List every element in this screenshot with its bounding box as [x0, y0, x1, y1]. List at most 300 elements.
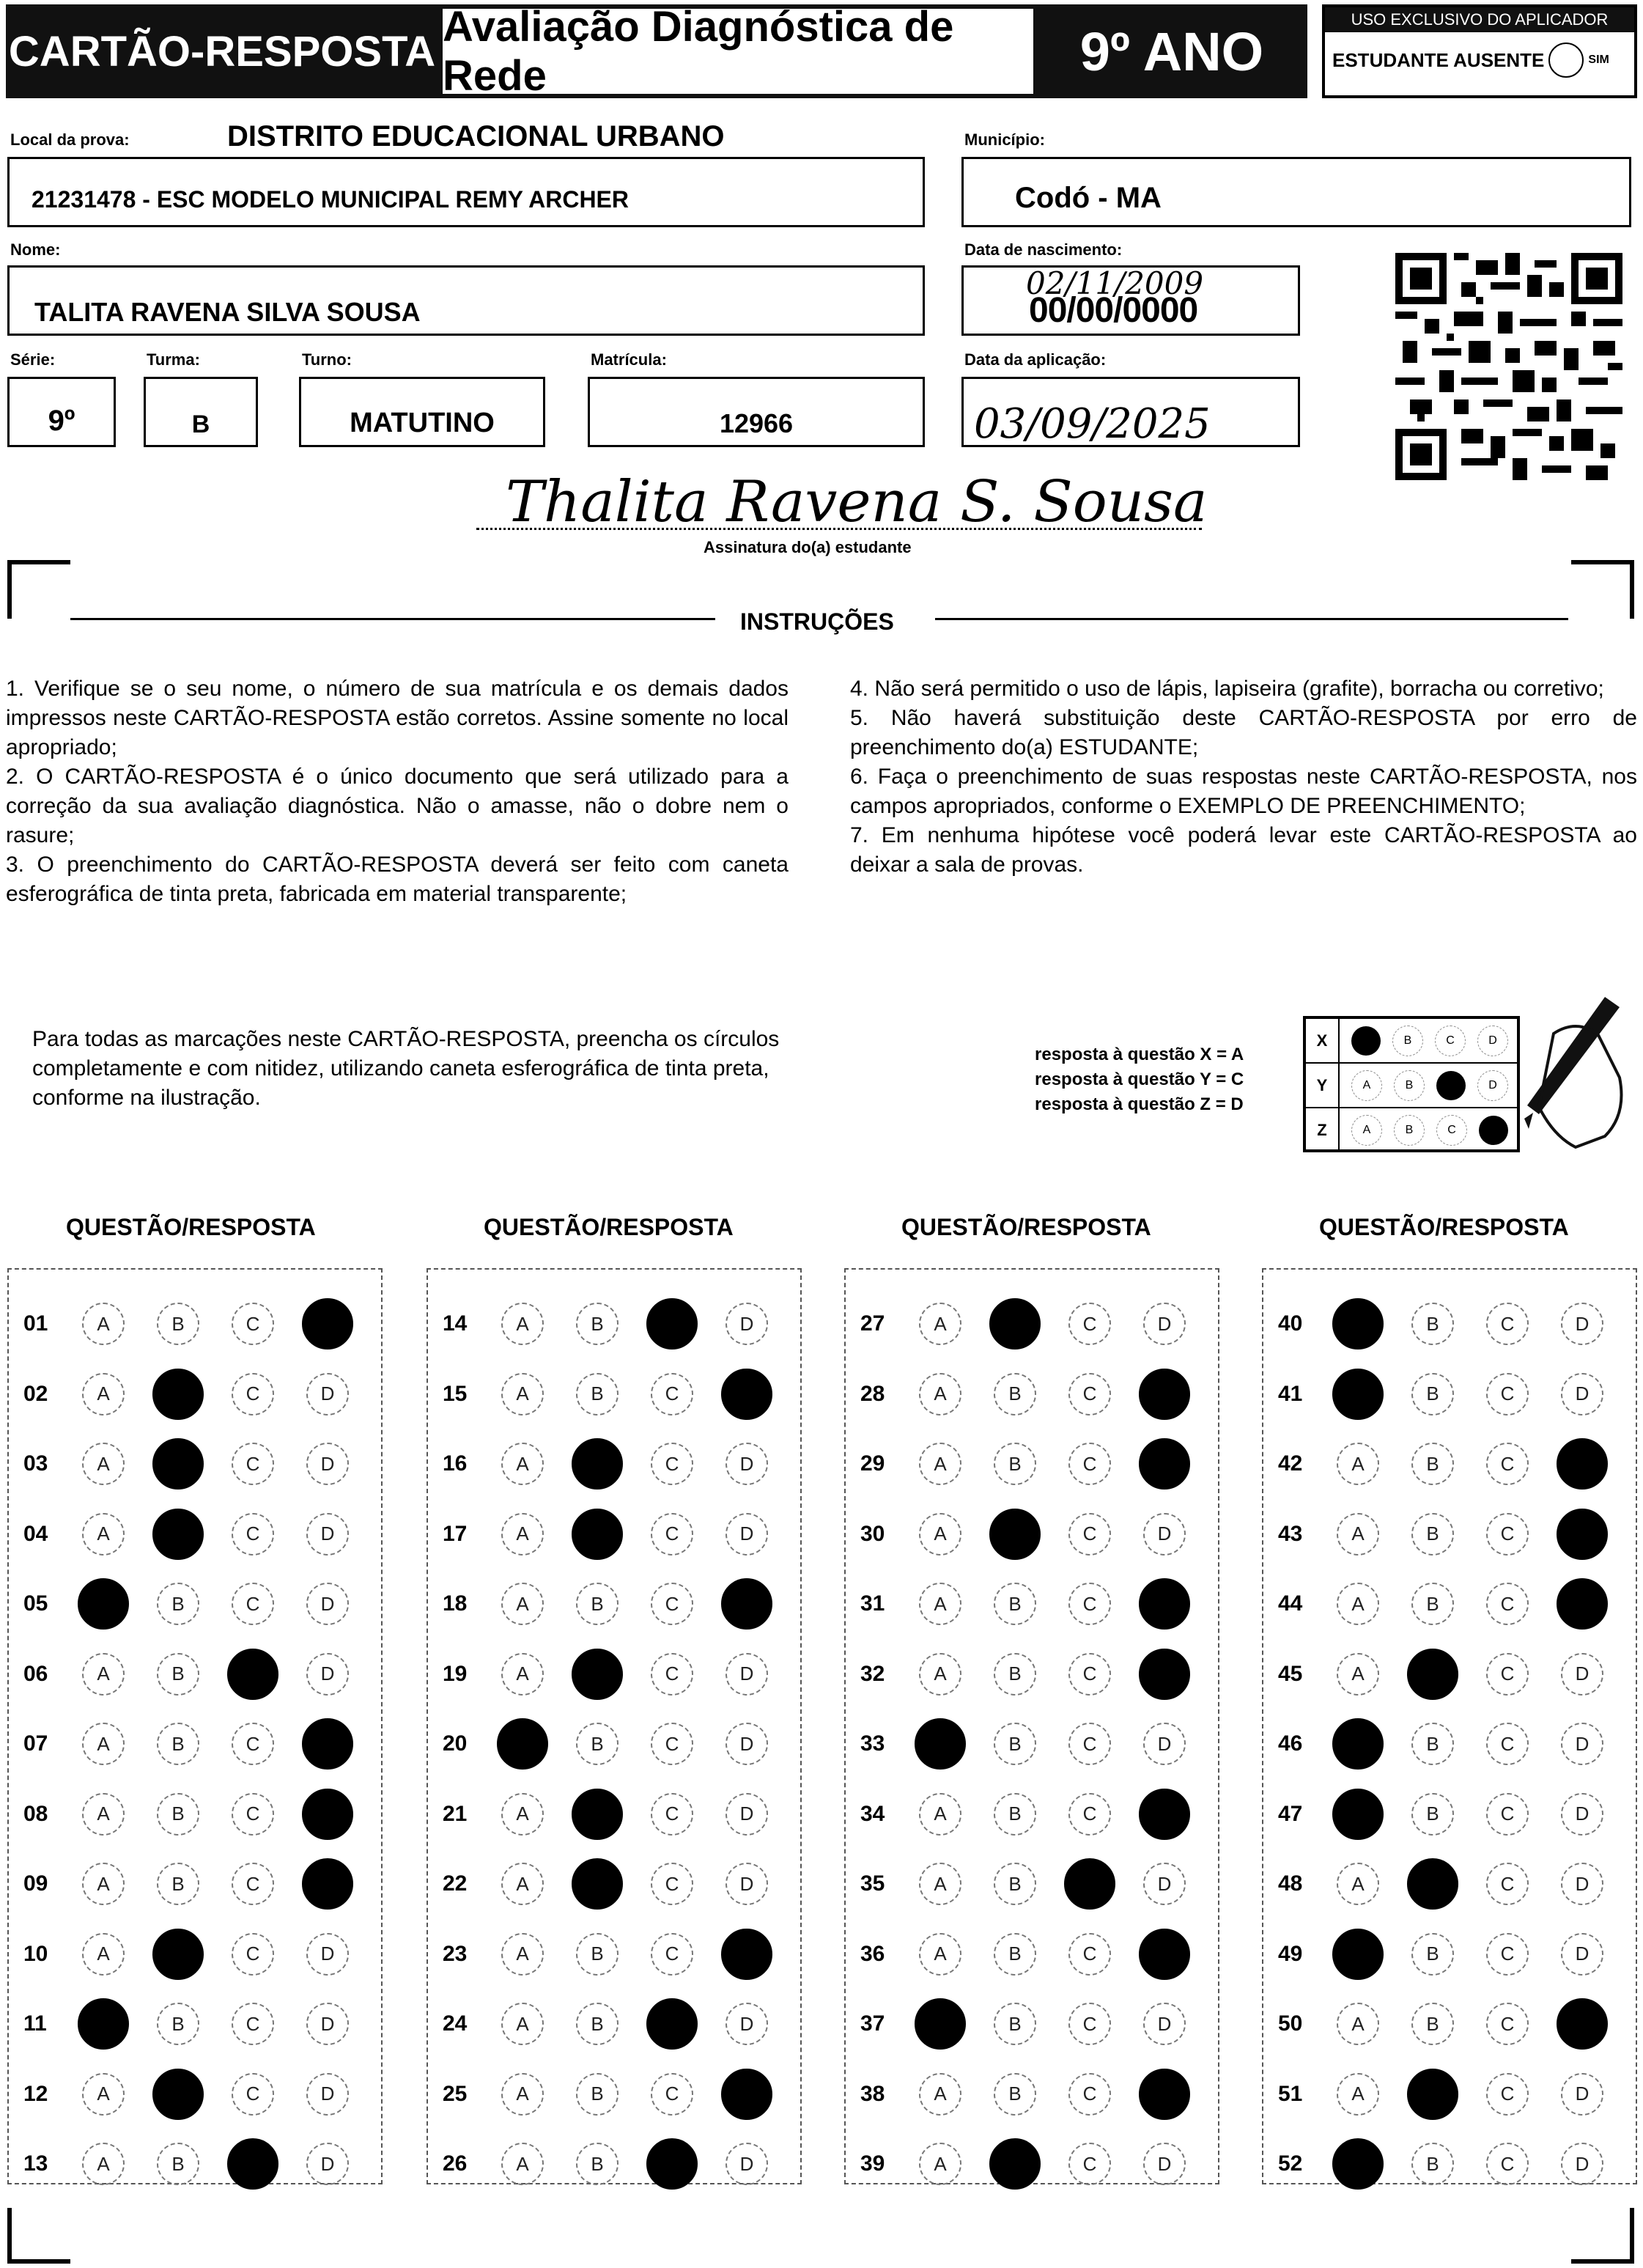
- question-number: 20: [443, 1731, 468, 1756]
- bubble-a[interactable]: A: [1337, 1653, 1379, 1696]
- bubble-d[interactable]: D: [1143, 1863, 1186, 1905]
- bubble-a[interactable]: A: [919, 2143, 961, 2185]
- bubble-d[interactable]: D: [1143, 1303, 1186, 1345]
- bubble-d[interactable]: D: [306, 2143, 349, 2185]
- bubble-d[interactable]: D: [306, 1513, 349, 1555]
- local-value: DISTRITO EDUCACIONAL URBANO: [227, 120, 725, 152]
- bubble-c[interactable]: C: [1486, 2003, 1529, 2045]
- bubble-c[interactable]: C: [1486, 1793, 1529, 1836]
- bubble-a[interactable]: A: [1337, 2073, 1379, 2116]
- bubble-d[interactable]: D: [306, 1373, 349, 1415]
- instruction-3: 3. O preenchimento do CARTÃO-RESPOSTA deverá ser feito com caneta esferográfica de tinta preta, fabricada em material transparente;: [6, 853, 789, 906]
- bubble-d[interactable]: D: [306, 2003, 349, 2045]
- bubble-d[interactable]: D: [1561, 1303, 1603, 1345]
- question-row: [1263, 1862, 1636, 1906]
- bubble-b[interactable]: B: [157, 1723, 199, 1765]
- bubble-b[interactable]: B: [157, 1583, 199, 1625]
- bubble-a[interactable]: A: [1337, 1513, 1379, 1555]
- question-number: 28: [860, 1381, 885, 1406]
- bubble-c[interactable]: C: [232, 1513, 274, 1555]
- instruction-4: 4. Não será permitido o uso de lápis, lapiseira (grafite), borracha ou corretivo;: [850, 677, 1604, 701]
- question-number: 23: [443, 1941, 468, 1966]
- bubble-c[interactable]: C: [1486, 1373, 1529, 1415]
- bubble-d[interactable]: [1139, 1929, 1190, 1980]
- bubble-c[interactable]: C: [1068, 1443, 1111, 1485]
- bubble-b[interactable]: B: [1411, 2003, 1454, 2045]
- bubble-b[interactable]: B: [994, 1443, 1036, 1485]
- absent-checkbox[interactable]: [1548, 43, 1584, 78]
- bubble-b[interactable]: B: [994, 1583, 1036, 1625]
- turma-field: [144, 377, 258, 447]
- bubble-a[interactable]: [78, 1578, 129, 1630]
- example-bubble-a: [1351, 1026, 1381, 1056]
- bubble-d[interactable]: D: [1561, 1863, 1603, 1905]
- bubble-d[interactable]: [1557, 1578, 1608, 1630]
- bubble-a[interactable]: A: [82, 2073, 125, 2116]
- answer-column-1: [7, 1268, 383, 2184]
- bubble-d[interactable]: D: [1561, 1653, 1603, 1696]
- instructions-rule-left: [70, 618, 715, 620]
- bubble-a[interactable]: [1332, 2138, 1384, 2190]
- bubble-d[interactable]: [1139, 1789, 1190, 1840]
- turma-label: Turma:: [147, 350, 200, 369]
- bubble-a[interactable]: A: [919, 1793, 961, 1836]
- question-row: [846, 1582, 1218, 1626]
- question-number: 43: [1278, 1521, 1303, 1546]
- example-question-label: X: [1306, 1019, 1340, 1062]
- bubble-c[interactable]: C: [1068, 1303, 1111, 1345]
- bubble-d[interactable]: [302, 1718, 353, 1770]
- bubble-d[interactable]: [1139, 2069, 1190, 2120]
- question-number: 35: [860, 1871, 885, 1896]
- bubble-c[interactable]: C: [232, 1443, 274, 1485]
- bubble-b[interactable]: B: [994, 1793, 1036, 1836]
- bubble-b[interactable]: B: [576, 1723, 619, 1765]
- bubble-a[interactable]: A: [919, 1303, 961, 1345]
- question-number: 42: [1278, 1451, 1303, 1476]
- bubble-b[interactable]: B: [1411, 1443, 1454, 1485]
- bubble-d[interactable]: [1139, 1438, 1190, 1490]
- bubble-d[interactable]: [302, 1789, 353, 1840]
- bubble-a[interactable]: A: [82, 1933, 125, 1976]
- bubble-a[interactable]: A: [82, 2143, 125, 2185]
- bubble-b[interactable]: [1407, 1858, 1458, 1910]
- bubble-c[interactable]: C: [1486, 1653, 1529, 1696]
- bubble-c[interactable]: C: [232, 1863, 274, 1905]
- absent-label: ESTUDANTE AUSENTE: [1332, 48, 1545, 71]
- bubble-c[interactable]: C: [651, 1583, 693, 1625]
- bubble-c[interactable]: C: [1068, 1723, 1111, 1765]
- bubble-b[interactable]: B: [576, 2003, 619, 2045]
- bubble-c[interactable]: C: [1068, 1653, 1111, 1696]
- bubble-c[interactable]: C: [1068, 1933, 1111, 1976]
- bubble-b[interactable]: B: [994, 2073, 1036, 2116]
- question-number: 11: [23, 2011, 47, 2036]
- bubble-a[interactable]: A: [82, 1863, 125, 1905]
- bubble-d[interactable]: D: [1143, 2143, 1186, 2185]
- bubble-d[interactable]: [721, 1578, 772, 1630]
- bubble-a[interactable]: A: [501, 1373, 544, 1415]
- bubble-a[interactable]: [915, 1718, 966, 1770]
- question-number: 31: [860, 1591, 885, 1616]
- bubble-b[interactable]: [152, 1929, 204, 1980]
- bubble-d[interactable]: [1557, 1998, 1608, 2050]
- bubble-b[interactable]: [152, 1369, 204, 1420]
- bubble-c[interactable]: C: [1068, 2003, 1111, 2045]
- bubble-b[interactable]: B: [994, 2003, 1036, 2045]
- question-number: 29: [860, 1451, 885, 1476]
- bubble-a[interactable]: A: [501, 1303, 544, 1345]
- bubble-c[interactable]: C: [232, 1583, 274, 1625]
- bubble-b[interactable]: B: [994, 1373, 1036, 1415]
- question-number: 45: [1278, 1661, 1303, 1686]
- bubble-b[interactable]: [152, 1438, 204, 1490]
- question-row: [1263, 1722, 1636, 1766]
- bubble-b[interactable]: [152, 2069, 204, 2120]
- municipio-value: Codó - MA: [1015, 182, 1162, 214]
- bubble-c[interactable]: C: [232, 1933, 274, 1976]
- matricula-field: [588, 377, 925, 447]
- bubble-d[interactable]: D: [725, 1443, 768, 1485]
- bubble-a[interactable]: A: [501, 1933, 544, 1976]
- bubble-b[interactable]: B: [157, 1863, 199, 1905]
- question-row: [1263, 1512, 1636, 1556]
- bubble-c[interactable]: C: [1068, 2143, 1111, 2185]
- bubble-c[interactable]: C: [651, 1653, 693, 1696]
- bubble-b[interactable]: B: [1411, 1583, 1454, 1625]
- bubble-a[interactable]: A: [919, 1513, 961, 1555]
- nascimento-label: Data de nascimento:: [964, 240, 1123, 259]
- bubble-c[interactable]: C: [1486, 1583, 1529, 1625]
- question-row: [9, 1792, 381, 1836]
- question-row: [846, 1862, 1218, 1906]
- example-bubble-a: A: [1351, 1115, 1382, 1146]
- bubble-c[interactable]: C: [1068, 1583, 1111, 1625]
- absent-option: SIM: [1588, 54, 1609, 66]
- serie-field: [7, 377, 116, 447]
- question-number: 16: [443, 1451, 468, 1476]
- bubble-b[interactable]: [572, 1509, 623, 1560]
- bubble-d[interactable]: [1139, 1649, 1190, 1700]
- bubble-d[interactable]: D: [1143, 2003, 1186, 2045]
- bubble-b[interactable]: B: [576, 2073, 619, 2116]
- bubble-b[interactable]: B: [157, 2003, 199, 2045]
- bubble-a[interactable]: A: [501, 1793, 544, 1836]
- bubble-a[interactable]: [1332, 1718, 1384, 1770]
- bubble-b[interactable]: B: [576, 1303, 619, 1345]
- bubble-c[interactable]: C: [232, 1303, 274, 1345]
- question-row: [1263, 1932, 1636, 1976]
- bubble-d[interactable]: D: [306, 1653, 349, 1696]
- bubble-d[interactable]: D: [725, 1513, 768, 1555]
- bubble-c[interactable]: [646, 1998, 698, 2050]
- example-question-label: Y: [1306, 1064, 1340, 1107]
- question-row: [428, 1512, 800, 1556]
- bubble-b[interactable]: B: [1411, 1373, 1454, 1415]
- bubble-a[interactable]: A: [919, 1653, 961, 1696]
- bubble-a[interactable]: [1332, 1789, 1384, 1840]
- bubble-a[interactable]: A: [501, 2073, 544, 2116]
- bubble-b[interactable]: B: [994, 1933, 1036, 1976]
- bubble-b[interactable]: [152, 1509, 204, 1560]
- bubble-d[interactable]: D: [1561, 1793, 1603, 1836]
- bubble-a[interactable]: A: [1337, 1863, 1379, 1905]
- bubble-d[interactable]: D: [725, 1303, 768, 1345]
- bubble-b[interactable]: B: [1411, 1303, 1454, 1345]
- bubble-d[interactable]: D: [306, 2073, 349, 2116]
- matricula-value: 12966: [719, 408, 794, 438]
- bubble-b[interactable]: B: [1411, 1793, 1454, 1836]
- bubble-d[interactable]: D: [725, 1723, 768, 1765]
- bubble-b[interactable]: B: [157, 1653, 199, 1696]
- bubble-b[interactable]: B: [994, 1723, 1036, 1765]
- column-title: QUESTÃO/RESPOSTA: [66, 1214, 316, 1240]
- bubble-d[interactable]: D: [725, 1863, 768, 1905]
- bubble-d[interactable]: D: [725, 1793, 768, 1836]
- bubble-b[interactable]: B: [157, 1793, 199, 1836]
- bubble-c[interactable]: C: [1486, 1443, 1529, 1485]
- bubble-c[interactable]: C: [651, 1513, 693, 1555]
- bubble-a[interactable]: A: [82, 1373, 125, 1415]
- bubble-c[interactable]: C: [1486, 1863, 1529, 1905]
- bubble-c[interactable]: C: [1486, 1303, 1529, 1345]
- question-row: [428, 1442, 800, 1486]
- bubble-a[interactable]: A: [501, 1583, 544, 1625]
- bubble-a[interactable]: [915, 1998, 966, 2050]
- bubble-c[interactable]: C: [651, 1863, 693, 1905]
- question-row: [428, 1722, 800, 1766]
- bubble-c[interactable]: C: [1486, 1933, 1529, 1976]
- bubble-a[interactable]: A: [501, 1443, 544, 1485]
- bubble-d[interactable]: [1139, 1369, 1190, 1420]
- question-number: 40: [1278, 1311, 1303, 1336]
- example-question-label: Z: [1306, 1108, 1340, 1152]
- example-row: [1306, 1108, 1517, 1152]
- bubble-c[interactable]: C: [1486, 1723, 1529, 1765]
- bubble-d[interactable]: [1557, 1509, 1608, 1560]
- bubble-d[interactable]: D: [1561, 1723, 1603, 1765]
- question-number: 39: [860, 2151, 885, 2176]
- bubble-b[interactable]: B: [1411, 1723, 1454, 1765]
- bubble-c[interactable]: C: [651, 1373, 693, 1415]
- nome-field: [7, 265, 925, 336]
- municipio-label: Município:: [964, 130, 1045, 149]
- question-row: [9, 1862, 381, 1906]
- bubble-c[interactable]: C: [651, 2073, 693, 2116]
- bubble-c[interactable]: C: [232, 1793, 274, 1836]
- bubble-b[interactable]: [1407, 1649, 1458, 1700]
- bubble-d[interactable]: [1557, 1438, 1608, 1490]
- bubble-a[interactable]: A: [919, 1373, 961, 1415]
- question-row: [846, 1512, 1218, 1556]
- bubble-d[interactable]: D: [1561, 1373, 1603, 1415]
- question-row: [9, 1582, 381, 1626]
- question-row: [428, 1862, 800, 1906]
- answer-column-4: [1262, 1268, 1637, 2184]
- bubble-a[interactable]: A: [82, 1723, 125, 1765]
- bubble-b[interactable]: B: [576, 2143, 619, 2185]
- bubble-c[interactable]: [227, 2138, 278, 2190]
- question-row: [9, 1652, 381, 1696]
- question-row: [846, 1932, 1218, 1976]
- bubble-a[interactable]: A: [82, 1303, 125, 1345]
- example-bubble-b: B: [1394, 1070, 1425, 1101]
- bubble-a[interactable]: A: [919, 1583, 961, 1625]
- bubble-c[interactable]: C: [232, 2003, 274, 2045]
- bubble-d[interactable]: D: [725, 2143, 768, 2185]
- question-number: 10: [23, 1941, 48, 1966]
- bubble-a[interactable]: A: [919, 1863, 961, 1905]
- bubble-b[interactable]: B: [1411, 1513, 1454, 1555]
- municipio-field: [961, 157, 1631, 227]
- answer-column-3: [844, 1268, 1219, 2184]
- question-row: [846, 1652, 1218, 1696]
- bubble-a[interactable]: A: [501, 2003, 544, 2045]
- bubble-a[interactable]: A: [501, 1653, 544, 1696]
- serie-label: Série:: [10, 350, 56, 369]
- bubble-b[interactable]: [989, 2138, 1041, 2190]
- applicator-title: USO EXCLUSIVO DO APLICADOR: [1325, 7, 1634, 32]
- bubble-c[interactable]: C: [232, 2073, 274, 2116]
- question-number: 09: [23, 1871, 48, 1896]
- question-number: 38: [860, 2081, 885, 2106]
- bubble-d[interactable]: D: [725, 2003, 768, 2045]
- bubble-b[interactable]: B: [157, 2143, 199, 2185]
- column-title: QUESTÃO/RESPOSTA: [1319, 1214, 1569, 1240]
- question-row: [1263, 1582, 1636, 1626]
- bubble-b[interactable]: B: [994, 1863, 1036, 1905]
- question-row: [428, 1652, 800, 1696]
- bubble-d[interactable]: D: [306, 1583, 349, 1625]
- bubble-b[interactable]: B: [157, 1303, 199, 1345]
- bubble-a[interactable]: A: [501, 2143, 544, 2185]
- bubble-c[interactable]: [1064, 1858, 1115, 1910]
- question-number: 47: [1278, 1801, 1303, 1826]
- instruction-1: 1. Verifique se o seu nome, o número de sua matrícula e os demais dados impressos neste CARTÃO-RESPOSTA estão corretos. Assine somente no local apropriado;: [6, 677, 789, 759]
- bubble-a[interactable]: A: [1337, 1583, 1379, 1625]
- bubble-d[interactable]: [1139, 1578, 1190, 1630]
- bubble-b[interactable]: B: [576, 1373, 619, 1415]
- bubble-a[interactable]: [1332, 1369, 1384, 1420]
- bubble-b[interactable]: [989, 1509, 1041, 1560]
- bubble-c[interactable]: C: [1068, 1793, 1111, 1836]
- question-number: 08: [23, 1801, 48, 1826]
- instructions-title: INSTRUÇÕES: [740, 608, 894, 635]
- example-row: [1306, 1019, 1517, 1064]
- bubble-a[interactable]: A: [919, 1443, 961, 1485]
- bubble-b[interactable]: [1407, 2069, 1458, 2120]
- nome-label: Nome:: [10, 240, 61, 259]
- bubble-c[interactable]: C: [232, 1373, 274, 1415]
- answer-column-2: [427, 1268, 802, 2184]
- bubble-b[interactable]: [989, 1298, 1041, 1350]
- question-number: 19: [443, 1661, 468, 1686]
- question-number: 18: [443, 1591, 468, 1616]
- bubble-d[interactable]: [721, 1369, 772, 1420]
- question-number: 37: [860, 2011, 885, 2036]
- bubble-c[interactable]: C: [651, 1933, 693, 1976]
- bubble-b[interactable]: B: [994, 1653, 1036, 1696]
- instruction-5: 5. Não haverá substituição deste CARTÃO-RESPOSTA por erro de preenchimento do(a) ESTUDANTE;: [850, 706, 1637, 759]
- bubble-c[interactable]: C: [1486, 2143, 1529, 2185]
- bubble-c[interactable]: [646, 2138, 698, 2190]
- bubble-d[interactable]: [721, 1929, 772, 1980]
- bubble-a[interactable]: A: [501, 1863, 544, 1905]
- question-number: 24: [443, 2011, 468, 2036]
- bubble-d[interactable]: D: [1561, 2073, 1603, 2116]
- turno-value: MATUTINO: [350, 408, 495, 438]
- bubble-c[interactable]: C: [1486, 1513, 1529, 1555]
- bubble-b[interactable]: [572, 1858, 623, 1910]
- bubble-a[interactable]: [1332, 1929, 1384, 1980]
- bubble-b[interactable]: B: [576, 1933, 619, 1976]
- school-field: [7, 157, 925, 227]
- bubble-d[interactable]: [302, 1858, 353, 1910]
- bubble-c[interactable]: [646, 1298, 698, 1350]
- bubble-a[interactable]: A: [82, 1443, 125, 1485]
- bubble-b[interactable]: [572, 1649, 623, 1700]
- serie-value: 9º: [48, 405, 75, 437]
- bubble-d[interactable]: D: [306, 1933, 349, 1976]
- corner-top-left: [7, 560, 70, 619]
- example-row: [1306, 1064, 1517, 1108]
- example-bubble-b: B: [1394, 1115, 1425, 1146]
- question-row: [9, 1372, 381, 1416]
- bubble-b[interactable]: B: [1411, 1933, 1454, 1976]
- bubble-c[interactable]: C: [1068, 2073, 1111, 2116]
- bubble-d[interactable]: D: [725, 1653, 768, 1696]
- bubble-d[interactable]: D: [306, 1443, 349, 1485]
- question-row: [1263, 1372, 1636, 1416]
- instructions-right: [850, 674, 1637, 880]
- bubble-a[interactable]: A: [501, 1513, 544, 1555]
- bubble-d[interactable]: D: [1143, 1723, 1186, 1765]
- bubble-c[interactable]: C: [651, 1443, 693, 1485]
- example-line-x: resposta à questão X = A: [1035, 1045, 1244, 1064]
- bubble-b[interactable]: [572, 1789, 623, 1840]
- bubble-a[interactable]: A: [1337, 1443, 1379, 1485]
- bubble-a[interactable]: A: [1337, 2003, 1379, 2045]
- bubble-b[interactable]: B: [576, 1583, 619, 1625]
- bubble-a[interactable]: [497, 1718, 548, 1770]
- question-row: [846, 1722, 1218, 1766]
- bubble-d[interactable]: D: [1143, 1513, 1186, 1555]
- bubble-c[interactable]: C: [1068, 1513, 1111, 1555]
- bubble-a[interactable]: A: [919, 1933, 961, 1976]
- bubble-d[interactable]: D: [1561, 1933, 1603, 1976]
- bubble-b[interactable]: [572, 1438, 623, 1490]
- bubble-c[interactable]: [227, 1649, 278, 1700]
- example-bubble-c: C: [1435, 1026, 1466, 1056]
- bubble-c[interactable]: C: [651, 1723, 693, 1765]
- bubble-c[interactable]: C: [1068, 1373, 1111, 1415]
- question-row: [428, 1582, 800, 1626]
- bubble-d[interactable]: D: [1561, 2143, 1603, 2185]
- bubble-a[interactable]: A: [82, 1513, 125, 1555]
- bubble-c[interactable]: C: [232, 1723, 274, 1765]
- bubble-c[interactable]: C: [651, 1793, 693, 1836]
- bubble-a[interactable]: A: [82, 1653, 125, 1696]
- bubble-d[interactable]: [302, 1298, 353, 1350]
- bubble-a[interactable]: A: [919, 2073, 961, 2116]
- bubble-a[interactable]: [1332, 1298, 1384, 1350]
- bubble-a[interactable]: A: [82, 1793, 125, 1836]
- bubble-c[interactable]: C: [1486, 2073, 1529, 2116]
- bubble-d[interactable]: [721, 2069, 772, 2120]
- question-number: 44: [1278, 1591, 1303, 1616]
- bubble-b[interactable]: B: [1411, 2143, 1454, 2185]
- bubble-a[interactable]: [78, 1998, 129, 2050]
